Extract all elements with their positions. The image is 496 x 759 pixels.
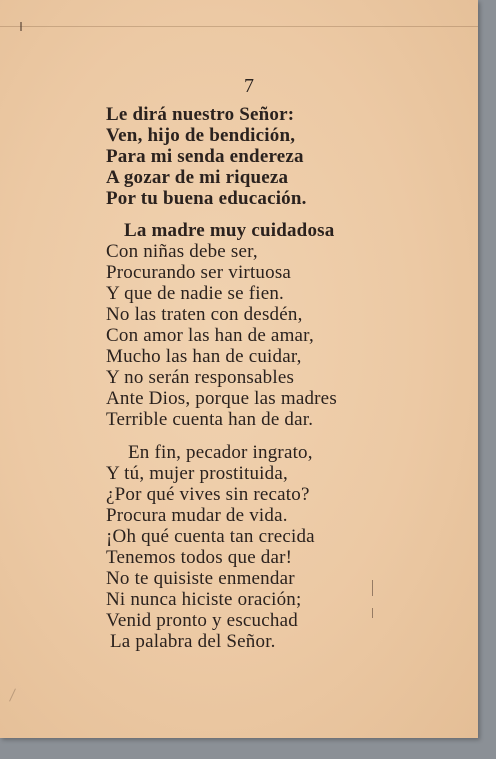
stanza-3-line-6: Tenemos todos que dar! [106, 547, 293, 568]
stanza-2-line-9: Ante Dios, porque las madres [106, 388, 337, 409]
ink-mark [372, 608, 373, 618]
stanza-2-line-10: Terrible cuenta han de dar. [106, 409, 314, 430]
stanza-3-line-8: Ni nunca hiciste oración; [106, 589, 302, 610]
stanza-3-line-4: Procura mudar de vida. [106, 505, 288, 526]
stanza-3-line-2: Y tú, mujer prostituida, [106, 463, 288, 484]
stanza-3-line-7: No te quisiste enmendar [106, 568, 295, 589]
ink-mark [372, 580, 373, 596]
stanza-2-line-5: No las traten con desdén, [106, 304, 303, 325]
stanza-3-line-3: ¿Por qué vives sin recato? [106, 484, 310, 505]
stanza-2-line-4: Y que de nadie se fien. [106, 283, 284, 304]
stanza-3-line-1: En fin, pecador ingrato, [128, 442, 313, 463]
stanza-1-line-2: Ven, hijo de bendición, [106, 125, 296, 146]
page-number: 7 [244, 75, 254, 97]
stanza-3-line-10: La palabra del Señor. [110, 631, 276, 652]
stanza-2-line-7: Mucho las han de cuidar, [106, 346, 302, 367]
stanza-1-line-4: A gozar de mi riqueza [106, 167, 289, 188]
stanza-2-line-3: Procurando ser virtuosa [106, 262, 292, 283]
stanza-1-line-1: Le dirá nuestro Señor: [106, 104, 295, 125]
stanza-3-line-5: ¡Oh qué cuenta tan crecida [106, 526, 315, 547]
stanza-3-line-9: Venid pronto y escuchad [106, 610, 298, 631]
stanza-1-line-3: Para mi senda endereza [106, 146, 304, 167]
stanza-2-line-1: La madre muy cuidadosa [124, 220, 335, 241]
stanza-2-line-2: Con niñas debe ser, [106, 241, 258, 262]
stanza-1-line-5: Por tu buena educación. [106, 188, 307, 209]
paper-crease [9, 688, 16, 701]
fold-line [0, 26, 478, 27]
stanza-2-line-8: Y no serán responsables [106, 367, 295, 388]
stanza-2-line-6: Con amor las han de amar, [106, 325, 314, 346]
fold-mark [20, 22, 22, 31]
